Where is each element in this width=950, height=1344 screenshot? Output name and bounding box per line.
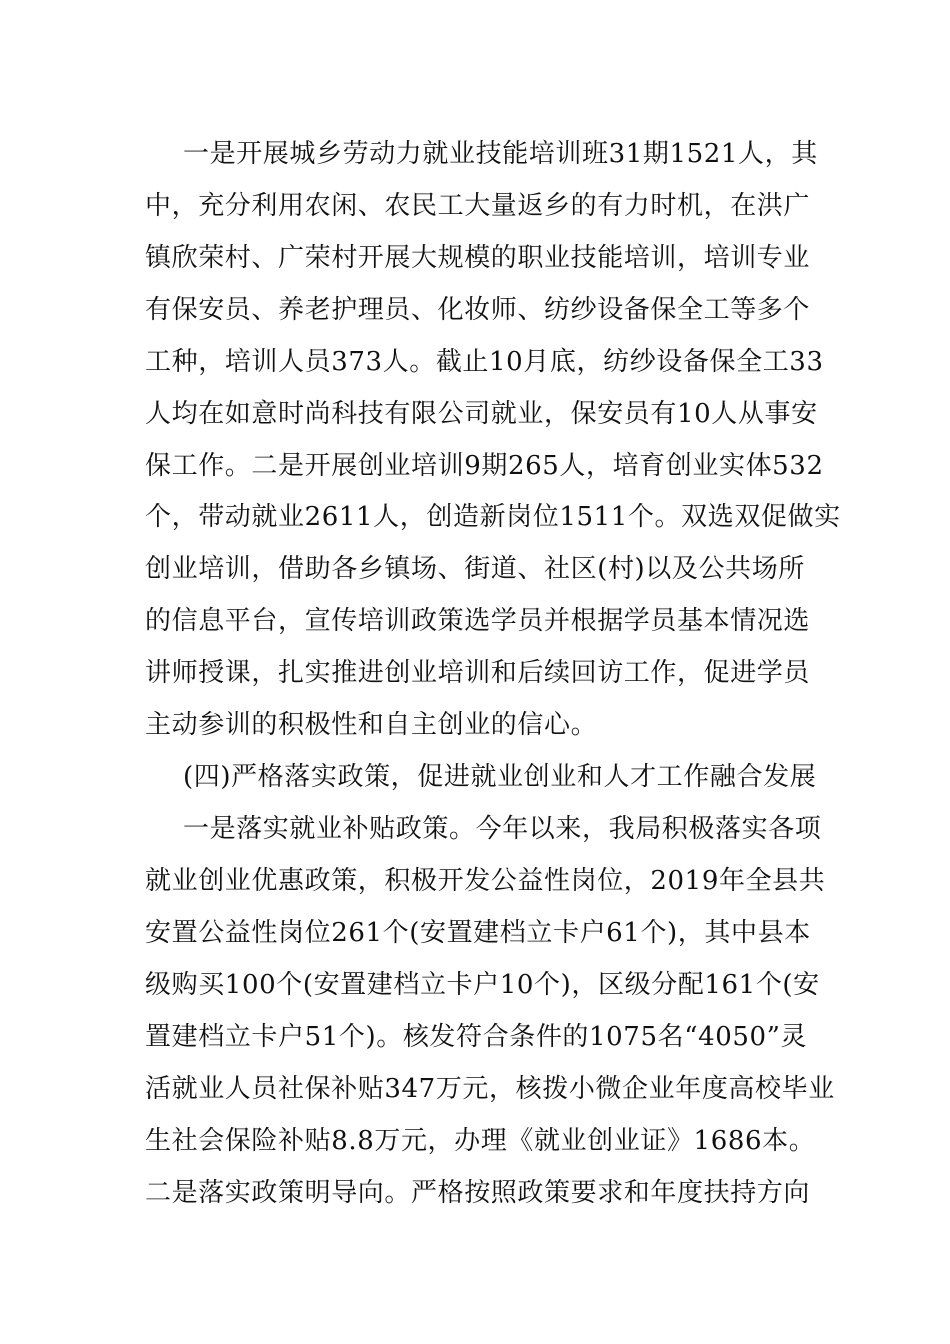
text-line: 人均在如意时尚科技有限公司就业，保安员有10人从事安 xyxy=(145,399,818,429)
text-line: 镇欣荣村、广荣村开展大规模的职业技能培训，培训专业 xyxy=(145,243,811,273)
text-line: 创业培训，借助各乡镇场、街道、社区(村)以及公共场所 xyxy=(145,554,805,584)
text-line: 工种，培训人员373人。截止10月底，纺纱设备保全工33 xyxy=(145,347,824,377)
text-line: 一是落实就业补贴政策。今年以来，我局积极落实各项 xyxy=(183,814,822,844)
text-line: 置建档立卡户51个)。核发符合条件的1075名“4050”灵 xyxy=(145,1022,808,1052)
text-line: 有保安员、养老护理员、化妆师、纺纱设备保全工等多个 xyxy=(145,295,811,325)
text-line: 的信息平台，宣传培训政策选学员并根据学员基本情况选 xyxy=(145,606,811,636)
text-line: 二是落实政策明导向。严格按照政策要求和年度扶持方向 xyxy=(145,1178,811,1208)
text-line: 一是开展城乡劳动力就业技能培训班31期1521人，其 xyxy=(183,139,818,169)
text-line: 讲师授课，扎实推进创业培训和后续回访工作，促进学员 xyxy=(145,658,811,688)
text-line: 主动参训的积极性和自主创业的信心。 xyxy=(145,710,598,740)
text-line: 安置公益性岗位261个(安置建档立卡户61个)，其中县本 xyxy=(145,918,811,948)
text-line: 中，充分利用农闲、农民工大量返乡的有力时机，在洪广 xyxy=(145,191,811,221)
text-line: 个，带动就业2611人，创造新岗位1511个。双选双促做实 xyxy=(145,502,841,532)
section-heading: (四)严格落实政策，促进就业创业和人才工作融合发展 xyxy=(183,762,817,792)
text-line: 保工作。二是开展创业培训9期265人，培育创业实体532 xyxy=(145,451,824,481)
text-line: 级购买100个(安置建档立卡户10个)，区级分配161个(安 xyxy=(145,970,820,1000)
text-line: 就业创业优惠政策，积极开发公益性岗位，2019年全县共 xyxy=(145,866,826,896)
text-line: 活就业人员社保补贴347万元，核拨小微企业年度高校毕业 xyxy=(145,1074,835,1104)
text-line: 生社会保险补贴8.8万元，办理《就业创业证》1686本。 xyxy=(145,1126,816,1156)
